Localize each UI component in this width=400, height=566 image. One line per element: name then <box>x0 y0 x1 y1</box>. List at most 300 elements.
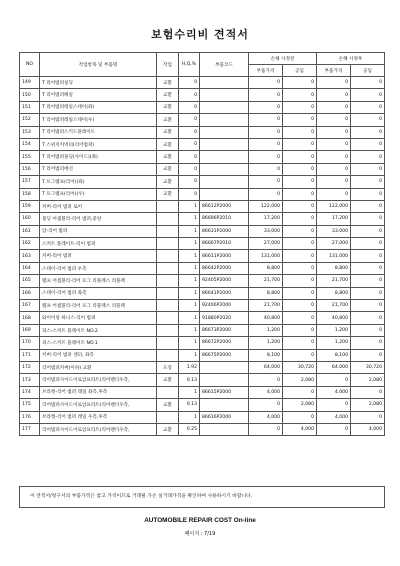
row-part-price-before: 4,000 <box>249 386 283 398</box>
row-labor-before: 0 <box>283 238 317 250</box>
row-hq: 0 <box>179 151 200 163</box>
row-part-price-before: 21,700 <box>249 275 283 287</box>
row-part-price-after: 0 <box>317 126 351 138</box>
row-hq: 1 <box>179 213 200 225</box>
row-part-price-before: 0 <box>249 89 283 101</box>
header-hq: H,Q,% <box>179 53 200 77</box>
row-part-price-after: 8,100 <box>317 349 351 361</box>
row-hq: 0.25 <box>179 423 200 435</box>
row-part-code: 86616P2000 <box>200 411 249 423</box>
footer-brand: AUTOMOBILE REPAIR COST On-line <box>144 517 256 524</box>
row-no: 172 <box>20 361 40 373</box>
header-item: 작업항목 및 부품명 <box>40 53 157 77</box>
row-item: 스커트 플레이트-리어 범퍼 <box>40 238 157 250</box>
row-part-price-before: 0 <box>249 176 283 188</box>
row-labor-after: 0 <box>351 300 385 312</box>
row-part-price-before: 64,000 <box>249 361 283 373</box>
row-labor-after: 4,000 <box>351 423 385 435</box>
row-op <box>157 213 179 225</box>
row-hq: 0 <box>179 114 200 126</box>
row-labor-after: 0 <box>351 176 385 188</box>
row-op <box>157 275 179 287</box>
row-hq: 1 <box>179 300 200 312</box>
row-part-price-after: 17,200 <box>317 213 351 225</box>
row-item: 램프 어셈블리-리어 포그 리플렉스 리플렉 <box>40 300 157 312</box>
row-labor-before: 30,720 <box>283 361 317 373</box>
row-op: 교환 <box>157 126 179 138</box>
row-part-price-before: 122,000 <box>249 200 283 212</box>
table-row <box>20 361 385 373</box>
row-item: 커버-리어 범퍼 로어 <box>40 200 157 212</box>
row-no: 167 <box>20 300 40 312</box>
row-part-code <box>200 374 249 386</box>
table-row <box>20 312 385 324</box>
row-no: 158 <box>20 188 40 200</box>
row-labor-after: 0 <box>351 287 385 299</box>
row-part-code: 92405P2000 <box>200 275 249 287</box>
row-no: 159 <box>20 200 40 212</box>
header-labor-after: 공임 <box>351 65 385 77</box>
row-part-price-before: 0 <box>249 374 283 386</box>
table-row <box>20 77 385 89</box>
row-no: 149 <box>20 77 40 89</box>
header-no: NO <box>20 53 40 77</box>
row-op <box>157 411 179 423</box>
row-part-code <box>200 176 249 188</box>
row-item: T 리어범퍼페일 <box>40 89 157 101</box>
row-no: 157 <box>20 176 40 188</box>
row-part-code: 91880P2020 <box>200 312 249 324</box>
row-labor-after: 0 <box>351 275 385 287</box>
row-labor-after: 0 <box>351 213 385 225</box>
row-part-price-before: 0 <box>249 151 283 163</box>
row-no: 153 <box>20 126 40 138</box>
row-labor-before: 0 <box>283 225 317 237</box>
row-labor-before: 0 <box>283 287 317 299</box>
row-labor-after: 0 <box>351 126 385 138</box>
row-item: 커버-리어 범퍼 센터, 좌측 <box>40 349 157 361</box>
row-item: 리어범퍼사이드이로암프라트(리어펜더우측, <box>40 423 157 435</box>
row-op: 교환 <box>157 151 179 163</box>
row-op: 교환 <box>157 176 179 188</box>
row-part-price-after: 0 <box>317 114 351 126</box>
row-labor-after: 2,080 <box>351 399 385 411</box>
row-part-code: 86672P2000 <box>200 337 249 349</box>
row-part-price-after: 0 <box>317 163 351 175</box>
row-hq: 1 <box>179 225 200 237</box>
table-row <box>20 386 385 398</box>
row-no: 162 <box>20 238 40 250</box>
row-part-price-before: 4,000 <box>249 411 283 423</box>
row-no: 171 <box>20 349 40 361</box>
row-part-price-after: 64,000 <box>317 361 351 373</box>
row-part-code: 86631P2000 <box>200 225 249 237</box>
row-no: 155 <box>20 151 40 163</box>
row-labor-before: 0 <box>283 77 317 89</box>
row-hq: 0.13 <box>179 399 200 411</box>
row-part-price-before: 8,800 <box>249 287 283 299</box>
row-hq: 0 <box>179 77 200 89</box>
row-part-price-before: 0 <box>249 399 283 411</box>
row-part-code <box>200 399 249 411</box>
row-item: 리어범퍼사이드이로암프라트(리어펜더우측, <box>40 374 157 386</box>
row-item: 스테이-리어 범퍼 우측 <box>40 262 157 274</box>
row-labor-after: 0 <box>351 324 385 336</box>
table-row <box>20 101 385 113</box>
row-labor-after: 0 <box>351 89 385 101</box>
row-part-price-before: 0 <box>249 138 283 150</box>
row-labor-after: 0 <box>351 262 385 274</box>
row-labor-before: 0 <box>283 151 317 163</box>
row-part-price-before: 1,200 <box>249 337 283 349</box>
row-hq: 1 <box>179 312 200 324</box>
row-part-price-before: 0 <box>249 77 283 89</box>
row-part-price-before: 1,200 <box>249 324 283 336</box>
row-item: T 스위치커넥터(리어범퍼) <box>40 138 157 150</box>
row-item: 피스-스커트 플레이트 NO.1 <box>40 337 157 349</box>
row-item: 리어범퍼사이드이로암프라트(리어펜더우측, <box>40 399 157 411</box>
row-labor-before: 0 <box>283 188 317 200</box>
row-part-price-before: 21,700 <box>249 300 283 312</box>
row-no: 165 <box>20 275 40 287</box>
row-item: 리어범퍼커버(이하) 교환 <box>40 361 157 373</box>
row-part-code <box>200 423 249 435</box>
row-op: 교환 <box>157 77 179 89</box>
row-part-code <box>200 126 249 138</box>
table-row <box>20 250 385 262</box>
row-part-price-before: 0 <box>249 114 283 126</box>
row-part-code: 86673P2000 <box>200 324 249 336</box>
row-no: 161 <box>20 225 40 237</box>
row-op <box>157 225 179 237</box>
row-hq: 1 <box>179 386 200 398</box>
table-row <box>20 200 385 212</box>
row-part-price-after: 4,000 <box>317 386 351 398</box>
row-hq: 0 <box>179 126 200 138</box>
row-op <box>157 300 179 312</box>
table-row <box>20 238 385 250</box>
row-part-code <box>200 151 249 163</box>
row-labor-after: 0 <box>351 225 385 237</box>
row-item: T 포그램프(리어)(좌) <box>40 176 157 188</box>
row-part-price-before: 0 <box>249 101 283 113</box>
row-part-price-before: 131,000 <box>249 250 283 262</box>
row-op <box>157 262 179 274</box>
row-part-price-after: 4,000 <box>317 411 351 423</box>
row-item: 와이어링 하니스-리어 범퍼 <box>40 312 157 324</box>
row-hq: 1 <box>179 324 200 336</box>
row-part-price-after: 0 <box>317 423 351 435</box>
row-labor-after: 0 <box>351 188 385 200</box>
row-no: 156 <box>20 163 40 175</box>
row-op <box>157 337 179 349</box>
row-part-price-before: 0 <box>249 126 283 138</box>
row-part-code: 86612P2000 <box>200 200 249 212</box>
row-no: 174 <box>20 386 40 398</box>
row-op <box>157 312 179 324</box>
table-row <box>20 275 385 287</box>
row-part-code <box>200 101 249 113</box>
row-labor-after: 0 <box>351 138 385 150</box>
row-labor-before: 0 <box>283 411 317 423</box>
table-row <box>20 324 385 336</box>
table-row <box>20 126 385 138</box>
row-part-price-before: 0 <box>249 163 283 175</box>
row-op: 교환 <box>157 188 179 200</box>
row-labor-before: 0 <box>283 386 317 398</box>
header-part-price-after: 부품가격 <box>317 65 351 77</box>
row-labor-after: 0 <box>351 238 385 250</box>
row-part-price-after: 0 <box>317 151 351 163</box>
row-item: T 리어범퍼에선 <box>40 163 157 175</box>
table-row <box>20 399 385 411</box>
table-row <box>20 337 385 349</box>
row-labor-before: 0 <box>283 89 317 101</box>
row-labor-before: 0 <box>283 138 317 150</box>
header-code: 부품코드 <box>200 53 249 77</box>
row-item: 램프 어셈블리-리어 포그 리플렉스 리플렉 <box>40 275 157 287</box>
row-labor-after: 0 <box>351 250 385 262</box>
header-labor-before: 공임 <box>283 65 317 77</box>
row-op: 교환 <box>157 399 179 411</box>
row-part-price-after: 131,000 <box>317 250 351 262</box>
row-no: 151 <box>20 101 40 113</box>
row-item: 스테이-리어 범퍼 좌측 <box>40 287 157 299</box>
row-part-price-before: 0 <box>249 188 283 200</box>
header-part-price-before: 부품가격 <box>249 65 283 77</box>
row-op: 교환 <box>157 163 179 175</box>
row-part-price-before: 0 <box>249 423 283 435</box>
row-hq: 1 <box>179 250 200 262</box>
row-op: 교환 <box>157 138 179 150</box>
row-op <box>157 324 179 336</box>
row-part-price-after: 0 <box>317 176 351 188</box>
row-no: 152 <box>20 114 40 126</box>
row-hq: 0 <box>179 101 200 113</box>
row-part-price-before: 17,200 <box>249 213 283 225</box>
table-row <box>20 138 385 150</box>
table-row <box>20 188 385 200</box>
row-labor-before: 0 <box>283 300 317 312</box>
row-labor-before: 0 <box>283 200 317 212</box>
row-labor-after: 0 <box>351 163 385 175</box>
row-part-code: 86641P2000 <box>200 287 249 299</box>
row-part-code <box>200 77 249 89</box>
row-no: 168 <box>20 312 40 324</box>
row-labor-after: 0 <box>351 151 385 163</box>
row-labor-after: 0 <box>351 77 385 89</box>
row-hq: 1 <box>179 337 200 349</box>
row-labor-before: 0 <box>283 163 317 175</box>
row-part-price-after: 1,200 <box>317 337 351 349</box>
row-part-price-after: 21,700 <box>317 275 351 287</box>
row-part-price-after: 8,800 <box>317 287 351 299</box>
row-op: 교환 <box>157 89 179 101</box>
table-row <box>20 151 385 163</box>
row-part-price-after: 0 <box>317 374 351 386</box>
row-part-code: 92406P2000 <box>200 300 249 312</box>
row-part-price-after: 27,000 <box>317 238 351 250</box>
row-labor-after: 0 <box>351 200 385 212</box>
row-part-price-after: 0 <box>317 89 351 101</box>
row-part-price-after: 0 <box>317 188 351 200</box>
table-row <box>20 287 385 299</box>
row-no: 154 <box>20 138 40 150</box>
row-part-code <box>200 89 249 101</box>
row-item: 커버-리어 범퍼 <box>40 250 157 262</box>
row-item: 브라켓-리어 범퍼 레일 우측,후측 <box>40 411 157 423</box>
row-part-price-before: 33,000 <box>249 225 283 237</box>
table-row <box>20 349 385 361</box>
row-item: T 리어범퍼스키드플레이트 <box>40 126 157 138</box>
row-labor-after: 0 <box>351 337 385 349</box>
row-op: 교환 <box>157 114 179 126</box>
row-labor-before: 2,080 <box>283 399 317 411</box>
row-part-code <box>200 361 249 373</box>
row-labor-after: 2,080 <box>351 374 385 386</box>
header-op: 작업 <box>157 53 179 77</box>
row-part-code <box>200 188 249 200</box>
row-item: T 리어범퍼몰딩(사이드)(좌) <box>40 151 157 163</box>
row-hq: 1 <box>179 200 200 212</box>
row-part-code: 86615P2000 <box>200 386 249 398</box>
row-no: 164 <box>20 262 40 274</box>
row-part-price-before: 27,000 <box>249 238 283 250</box>
row-op <box>157 287 179 299</box>
row-hq: 1 <box>179 262 200 274</box>
table-row <box>20 225 385 237</box>
table-row <box>20 176 385 188</box>
table-row <box>20 163 385 175</box>
row-no: 169 <box>20 324 40 336</box>
row-labor-before: 0 <box>283 114 317 126</box>
row-part-price-after: 1,200 <box>317 324 351 336</box>
row-no: 176 <box>20 411 40 423</box>
row-part-code: 86611P2000 <box>200 250 249 262</box>
row-no: 160 <box>20 213 40 225</box>
row-op: 교환 <box>157 374 179 386</box>
row-labor-before: 0 <box>283 324 317 336</box>
header-after: 손해 사정후 <box>317 53 385 65</box>
page-number: 페이지 : 7/19 <box>184 531 216 537</box>
row-op: 도장 <box>157 361 179 373</box>
row-no: 166 <box>20 287 40 299</box>
table-row <box>20 423 385 435</box>
row-no: 177 <box>20 423 40 435</box>
row-op <box>157 349 179 361</box>
row-part-price-after: 8,800 <box>317 262 351 274</box>
row-labor-after: 30,720 <box>351 361 385 373</box>
row-op <box>157 386 179 398</box>
row-hq: 1 <box>179 275 200 287</box>
row-item: T 리어범퍼실딩 <box>40 77 157 89</box>
row-labor-before: 4,000 <box>283 423 317 435</box>
row-item: T 포그램프(리어)(우) <box>40 188 157 200</box>
row-part-price-after: 0 <box>317 77 351 89</box>
table-row <box>20 300 385 312</box>
row-labor-before: 0 <box>283 349 317 361</box>
row-item: 몰딩 어셈블리-리어 범퍼,중앙 <box>40 213 157 225</box>
row-part-price-after: 0 <box>317 138 351 150</box>
row-part-price-before: 8,100 <box>249 349 283 361</box>
row-labor-after: 0 <box>351 349 385 361</box>
row-labor-before: 0 <box>283 101 317 113</box>
table-row <box>20 213 385 225</box>
row-part-price-before: 40,800 <box>249 312 283 324</box>
row-item: 암-리어 범퍼 <box>40 225 157 237</box>
row-hq: 0 <box>179 163 200 175</box>
row-hq: 1 <box>179 349 200 361</box>
row-op: 교환 <box>157 423 179 435</box>
row-no: 175 <box>20 399 40 411</box>
table-row <box>20 89 385 101</box>
row-op: 교환 <box>157 101 179 113</box>
row-labor-after: 0 <box>351 386 385 398</box>
row-part-price-after: 21,700 <box>317 300 351 312</box>
row-hq: 1 <box>179 287 200 299</box>
row-part-price-after: 122,000 <box>317 200 351 212</box>
row-labor-after: 0 <box>351 101 385 113</box>
row-labor-after: 0 <box>351 114 385 126</box>
row-labor-before: 0 <box>283 262 317 274</box>
row-no: 150 <box>20 89 40 101</box>
row-labor-before: 0 <box>283 126 317 138</box>
row-hq: 0 <box>179 176 200 188</box>
row-item: T 리어범퍼레일스테이(우) <box>40 114 157 126</box>
row-no: 163 <box>20 250 40 262</box>
table-row <box>20 374 385 386</box>
document-title: 보험수리비 견적서 <box>151 28 249 41</box>
row-hq: 1 <box>179 411 200 423</box>
row-item: 피스-스커트 플레이트 NO.2 <box>40 324 157 336</box>
row-hq: 0 <box>179 138 200 150</box>
row-labor-before: 0 <box>283 250 317 262</box>
row-part-code <box>200 114 249 126</box>
price-notice: 이 견적서/청구서의 부품가격은 참고 가격이므로 거래될 가온 실거래가격을 확인하여 사용하시기 바랍니다. <box>19 486 385 508</box>
row-hq: 1.92 <box>179 361 200 373</box>
row-no: 173 <box>20 374 40 386</box>
row-op <box>157 238 179 250</box>
row-labor-after: 0 <box>351 411 385 423</box>
row-part-code: 86667P2010 <box>200 238 249 250</box>
row-part-price-after: 0 <box>317 101 351 113</box>
row-part-code <box>200 163 249 175</box>
table-row <box>20 114 385 126</box>
row-hq: 0 <box>179 89 200 101</box>
row-labor-before: 0 <box>283 337 317 349</box>
row-hq: 0.13 <box>179 374 200 386</box>
row-labor-before: 0 <box>283 275 317 287</box>
row-no: 170 <box>20 337 40 349</box>
table-row <box>20 411 385 423</box>
row-part-price-after: 0 <box>317 399 351 411</box>
row-op <box>157 250 179 262</box>
row-part-price-after: 40,800 <box>317 312 351 324</box>
row-item: T 리어범퍼레일스테이(좌) <box>40 101 157 113</box>
row-part-code: 86675P2000 <box>200 349 249 361</box>
row-part-price-before: 8,800 <box>249 262 283 274</box>
row-part-code <box>200 138 249 150</box>
row-part-price-after: 33,000 <box>317 225 351 237</box>
row-hq: 0 <box>179 188 200 200</box>
row-labor-before: 2,080 <box>283 374 317 386</box>
row-item: 브라켓-리어 범퍼 레일 좌측,후측 <box>40 386 157 398</box>
row-op <box>157 200 179 212</box>
row-labor-before: 0 <box>283 213 317 225</box>
row-part-code: 86696P2010 <box>200 213 249 225</box>
row-hq: 1 <box>179 238 200 250</box>
row-part-code: 86642P2000 <box>200 262 249 274</box>
